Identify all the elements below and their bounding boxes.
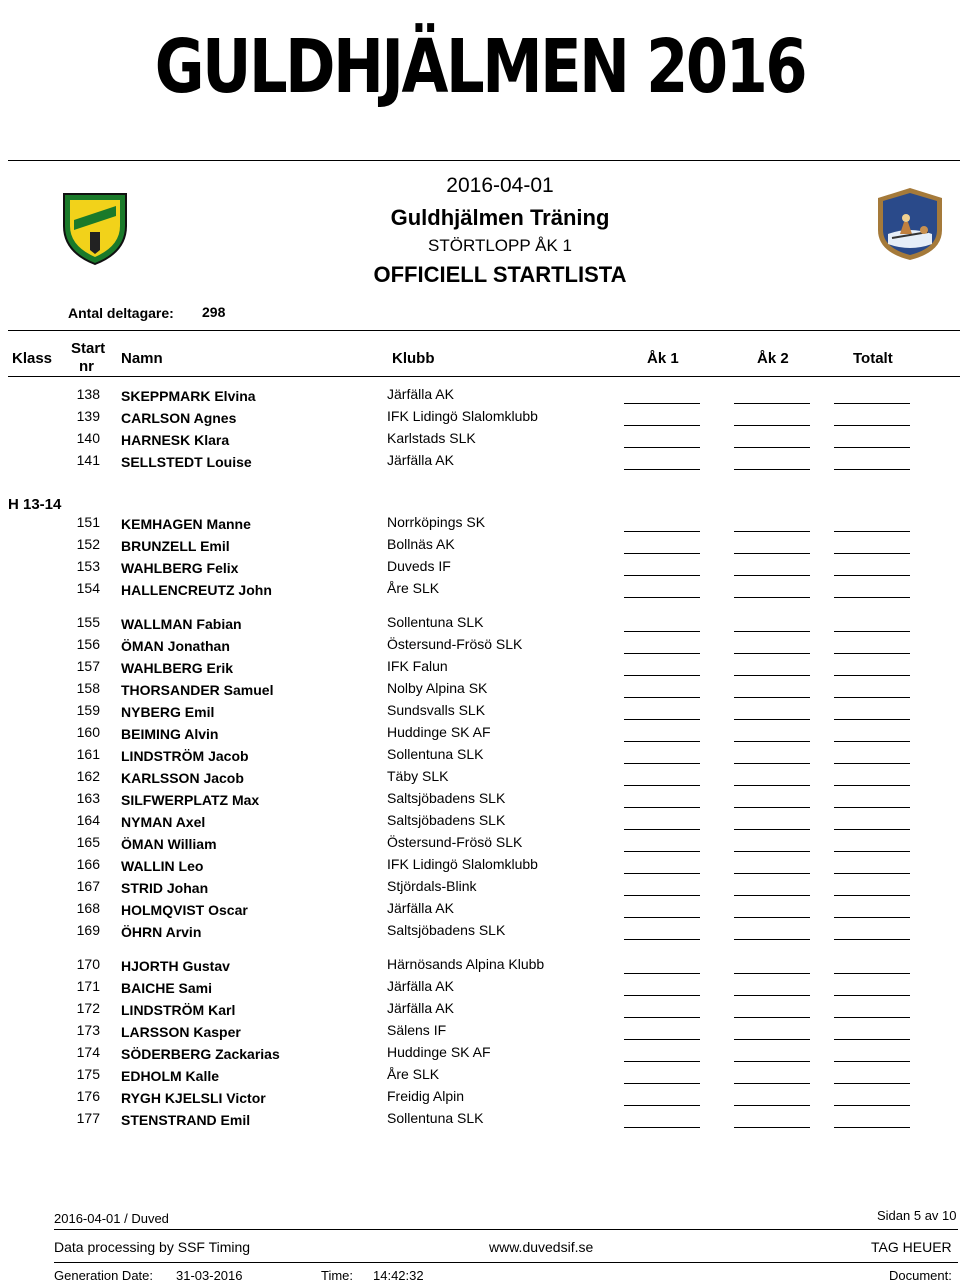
club-name: IFK Falun xyxy=(387,658,448,674)
run1-blank xyxy=(624,1039,700,1040)
table-row xyxy=(0,724,960,744)
run2-blank xyxy=(734,1105,810,1106)
athlete-name: NYMAN Axel xyxy=(121,814,206,830)
club-name: Östersund-Frösö SLK xyxy=(387,636,523,652)
table-row xyxy=(0,408,960,428)
start-number: 153 xyxy=(76,558,100,574)
club-name: Järfälla AK xyxy=(387,900,454,916)
start-number: 172 xyxy=(76,1000,100,1016)
start-number: 158 xyxy=(76,680,100,696)
event-date: 2016-04-01 xyxy=(446,174,554,197)
table-row xyxy=(0,922,960,942)
start-number: 163 xyxy=(76,790,100,806)
table-row xyxy=(0,956,960,976)
run1-blank xyxy=(624,1127,700,1128)
club-name: Järfälla AK xyxy=(387,386,454,402)
club-name: IFK Lidingö Slalomklubb xyxy=(387,408,538,424)
club-name: Saltsjöbadens SLK xyxy=(387,812,506,828)
table-row xyxy=(0,614,960,634)
total-blank xyxy=(834,995,910,996)
athlete-name: CARLSON Agnes xyxy=(121,410,237,426)
start-number: 161 xyxy=(76,746,100,762)
athlete-name: WAHLBERG Erik xyxy=(121,660,234,676)
club-name: Stjördals-Blink xyxy=(387,878,477,894)
run2-blank xyxy=(734,597,810,598)
total-blank xyxy=(834,851,910,852)
run2-blank xyxy=(734,785,810,786)
run2-blank xyxy=(734,653,810,654)
table-row xyxy=(0,702,960,722)
start-number: 156 xyxy=(76,636,100,652)
run1-blank xyxy=(624,829,700,830)
club-name: Järfälla AK xyxy=(387,1000,454,1016)
header-top-divider xyxy=(8,330,960,331)
total-blank xyxy=(834,1017,910,1018)
club-name: Östersund-Frösö SLK xyxy=(387,834,523,850)
total-blank xyxy=(834,403,910,404)
total-blank xyxy=(834,575,910,576)
club-name: Duveds IF xyxy=(387,558,451,574)
run1-blank xyxy=(624,1083,700,1084)
table-row xyxy=(0,386,960,406)
start-number: 166 xyxy=(76,856,100,872)
run1-blank xyxy=(624,873,700,874)
start-number: 165 xyxy=(76,834,100,850)
start-number: 173 xyxy=(76,1022,100,1038)
run1-blank xyxy=(624,631,700,632)
athlete-name: KEMHAGEN Manne xyxy=(121,516,251,532)
athlete-name: HOLMQVIST Oscar xyxy=(121,902,248,918)
run2-blank xyxy=(734,829,810,830)
run1-blank xyxy=(624,763,700,764)
footer-processing: Data processing by SSF Timing xyxy=(54,1239,251,1255)
run2-blank xyxy=(734,425,810,426)
start-number: 164 xyxy=(76,812,100,828)
event-name: Guldhjälmen Träning xyxy=(390,205,610,230)
start-number: 162 xyxy=(76,768,100,784)
footer-page: Sidan 5 av 10 xyxy=(877,1208,957,1223)
table-row xyxy=(0,636,960,656)
start-number: 159 xyxy=(76,702,100,718)
club-name: Nolby Alpina SK xyxy=(387,680,488,696)
athlete-name: STENSTRAND Emil xyxy=(121,1112,251,1128)
athlete-name: STRID Johan xyxy=(121,880,209,896)
table-row xyxy=(0,558,960,578)
run1-blank xyxy=(624,575,700,576)
total-blank xyxy=(834,829,910,830)
total-blank xyxy=(834,425,910,426)
run1-blank xyxy=(624,697,700,698)
table-row xyxy=(0,878,960,898)
start-number: 157 xyxy=(76,658,100,674)
col-namn: Namn xyxy=(121,350,163,367)
run1-blank xyxy=(624,973,700,974)
club-name: Bollnäs AK xyxy=(387,536,455,552)
start-number: 168 xyxy=(76,900,100,916)
start-number: 170 xyxy=(76,956,100,972)
athlete-name: SÖDERBERG Zackarias xyxy=(121,1046,280,1062)
footer-divider-2 xyxy=(54,1262,958,1263)
table-row xyxy=(0,514,960,534)
table-row xyxy=(0,1110,960,1130)
start-number: 151 xyxy=(76,514,100,530)
athlete-name: KARLSSON Jacob xyxy=(121,770,244,786)
run1-blank xyxy=(624,939,700,940)
athlete-name: LINDSTRÖM Karl xyxy=(121,1002,236,1018)
run1-blank xyxy=(624,403,700,404)
run1-blank xyxy=(624,1061,700,1062)
run1-blank xyxy=(624,785,700,786)
start-number: 141 xyxy=(76,452,100,468)
table-row xyxy=(0,900,960,920)
table-row xyxy=(0,580,960,600)
athlete-name: LARSSON Kasper xyxy=(121,1024,241,1040)
run2-blank xyxy=(734,1083,810,1084)
total-blank xyxy=(834,1105,910,1106)
col-ak1: Åk 1 xyxy=(647,350,679,367)
athlete-name: WAHLBERG Felix xyxy=(121,560,239,576)
col-nr: nr xyxy=(79,358,94,375)
start-number: 175 xyxy=(76,1066,100,1082)
athlete-name: BRUNZELL Emil xyxy=(121,538,230,554)
total-blank xyxy=(834,1127,910,1128)
club-name: Norrköpings SK xyxy=(387,514,486,530)
run2-blank xyxy=(734,939,810,940)
club-name: Härnösands Alpina Klubb xyxy=(387,956,545,972)
page-title: GULDHJÄLMEN 2016 xyxy=(154,24,806,110)
club-name: Järfälla AK xyxy=(387,452,454,468)
table-row xyxy=(0,1088,960,1108)
run2-blank xyxy=(734,873,810,874)
table-row xyxy=(0,812,960,832)
athlete-name: BEIMING Alvin xyxy=(121,726,219,742)
athlete-name: SELLSTEDT Louise xyxy=(121,454,252,470)
run2-blank xyxy=(734,895,810,896)
total-blank xyxy=(834,1039,910,1040)
total-blank xyxy=(834,763,910,764)
total-blank xyxy=(834,597,910,598)
run1-blank xyxy=(624,597,700,598)
run1-blank xyxy=(624,653,700,654)
total-blank xyxy=(834,675,910,676)
footer-date-club: 2016-04-01 / Duved xyxy=(54,1211,169,1226)
club-name: Sundsvalls SLK xyxy=(387,702,486,718)
run2-blank xyxy=(734,1039,810,1040)
run2-blank xyxy=(734,763,810,764)
total-blank xyxy=(834,741,910,742)
table-row xyxy=(0,856,960,876)
run2-blank xyxy=(734,719,810,720)
start-number: 155 xyxy=(76,614,100,630)
table-row xyxy=(0,680,960,700)
run1-blank xyxy=(624,917,700,918)
run1-blank xyxy=(624,469,700,470)
run1-blank xyxy=(624,675,700,676)
club-name: Sollentuna SLK xyxy=(387,614,484,630)
total-blank xyxy=(834,917,910,918)
table-row xyxy=(0,1044,960,1064)
total-blank xyxy=(834,697,910,698)
table-row xyxy=(0,1000,960,1020)
run1-blank xyxy=(624,1105,700,1106)
total-blank xyxy=(834,807,910,808)
club-name: IFK Lidingö Slalomklubb xyxy=(387,856,538,872)
athlete-name: THORSANDER Samuel xyxy=(121,682,274,698)
run1-blank xyxy=(624,425,700,426)
athlete-name: LINDSTRÖM Jacob xyxy=(121,748,249,764)
col-start: Start xyxy=(71,340,106,357)
run2-blank xyxy=(734,1061,810,1062)
club-name: Järfälla AK xyxy=(387,978,454,994)
run2-blank xyxy=(734,469,810,470)
total-blank xyxy=(834,895,910,896)
run2-blank xyxy=(734,1127,810,1128)
run1-blank xyxy=(624,807,700,808)
start-number: 176 xyxy=(76,1088,100,1104)
start-number: 139 xyxy=(76,408,100,424)
run1-blank xyxy=(624,1017,700,1018)
total-blank xyxy=(834,447,910,448)
footer-doc-label: Document: xyxy=(889,1268,952,1283)
run2-blank xyxy=(734,403,810,404)
run2-blank xyxy=(734,553,810,554)
club-name: Täby SLK xyxy=(387,768,449,784)
footer-time-value: 14:42:32 xyxy=(373,1268,424,1283)
run2-blank xyxy=(734,1017,810,1018)
total-blank xyxy=(834,653,910,654)
table-row xyxy=(0,1022,960,1042)
start-number: 177 xyxy=(76,1110,100,1126)
run1-blank xyxy=(624,851,700,852)
col-totalt: Totalt xyxy=(853,350,893,367)
club-name: Saltsjöbadens SLK xyxy=(387,790,506,806)
run2-blank xyxy=(734,675,810,676)
run2-blank xyxy=(734,973,810,974)
list-type: OFFICIELL STARTLISTA xyxy=(373,262,627,287)
total-blank xyxy=(834,469,910,470)
participants-count: 298 xyxy=(202,304,226,320)
col-klass: Klass xyxy=(12,350,53,367)
table-row xyxy=(0,834,960,854)
club-name: Huddinge SK AF xyxy=(387,1044,491,1060)
start-number: 167 xyxy=(76,878,100,894)
footer-gen-value: 31-03-2016 xyxy=(176,1268,243,1283)
total-blank xyxy=(834,873,910,874)
athlete-name: EDHOLM Kalle xyxy=(121,1068,220,1084)
footer-website: www.duvedsif.se xyxy=(489,1239,594,1255)
footer-gen-label: Generation Date: xyxy=(54,1268,154,1283)
total-blank xyxy=(834,973,910,974)
run1-blank xyxy=(624,719,700,720)
athlete-name: ÖMAN Jonathan xyxy=(121,638,230,654)
start-number: 154 xyxy=(76,580,100,596)
athlete-name: HALLENCREUTZ John xyxy=(121,582,272,598)
run2-blank xyxy=(734,995,810,996)
run2-blank xyxy=(734,807,810,808)
table-row xyxy=(0,658,960,678)
col-ak2: Åk 2 xyxy=(757,350,789,367)
total-blank xyxy=(834,553,910,554)
header-bottom-divider xyxy=(8,376,960,377)
club-name: Karlstads SLK xyxy=(387,430,476,446)
table-row xyxy=(0,746,960,766)
footer-timing: TAG HEUER xyxy=(871,1239,952,1255)
athlete-name: HARNESK Klara xyxy=(121,432,230,448)
club-name: Freidig Alpin xyxy=(387,1088,465,1104)
athlete-name: HJORTH Gustav xyxy=(121,958,230,974)
club-name: Sollentuna SLK xyxy=(387,1110,484,1126)
start-number: 138 xyxy=(76,386,100,402)
club-name: Saltsjöbadens SLK xyxy=(387,922,506,938)
footer-divider xyxy=(54,1229,958,1230)
run2-blank xyxy=(734,697,810,698)
start-number: 169 xyxy=(76,922,100,938)
total-blank xyxy=(834,785,910,786)
table-row xyxy=(0,430,960,450)
total-blank xyxy=(834,531,910,532)
total-blank xyxy=(834,631,910,632)
athlete-name: RYGH KJELSLI Victor xyxy=(121,1090,266,1106)
run2-blank xyxy=(734,917,810,918)
start-number: 160 xyxy=(76,724,100,740)
athlete-name: WALLIN Leo xyxy=(121,858,204,874)
athlete-name: BAICHE Sami xyxy=(121,980,213,996)
run1-blank xyxy=(624,995,700,996)
total-blank xyxy=(834,1061,910,1062)
run2-blank xyxy=(734,575,810,576)
run2-blank xyxy=(734,531,810,532)
total-blank xyxy=(834,719,910,720)
start-number: 152 xyxy=(76,536,100,552)
table-row xyxy=(0,1066,960,1086)
run2-blank xyxy=(734,741,810,742)
table-row xyxy=(0,790,960,810)
run2-blank xyxy=(734,447,810,448)
table-row xyxy=(0,536,960,556)
athlete-name: ÖMAN William xyxy=(121,836,217,852)
participants-label: Antal deltagare: xyxy=(68,305,174,321)
start-number: 171 xyxy=(76,978,100,994)
club-name: Sälens IF xyxy=(387,1022,447,1038)
club-name: Åre SLK xyxy=(387,1066,440,1082)
athlete-name: SKEPPMARK Elvina xyxy=(121,388,256,404)
footer-time-label: Time: xyxy=(321,1268,354,1283)
run1-blank xyxy=(624,895,700,896)
table-row xyxy=(0,452,960,472)
class-label: H 13-14 xyxy=(8,496,62,513)
table-row xyxy=(0,978,960,998)
athlete-name: NYBERG Emil xyxy=(121,704,215,720)
athlete-name: ÖHRN Arvin xyxy=(121,924,202,940)
run1-blank xyxy=(624,447,700,448)
run1-blank xyxy=(624,741,700,742)
club-name: Huddinge SK AF xyxy=(387,724,491,740)
total-blank xyxy=(834,939,910,940)
club-name: Sollentuna SLK xyxy=(387,746,484,762)
run2-blank xyxy=(734,851,810,852)
club-name: Åre SLK xyxy=(387,580,440,596)
race-name: STÖRTLOPP ÅK 1 xyxy=(428,236,572,255)
table-row xyxy=(0,768,960,788)
title-divider xyxy=(8,160,960,161)
run1-blank xyxy=(624,531,700,532)
run1-blank xyxy=(624,553,700,554)
athlete-name: WALLMAN Fabian xyxy=(121,616,242,632)
total-blank xyxy=(834,1083,910,1084)
start-number: 140 xyxy=(76,430,100,446)
run2-blank xyxy=(734,631,810,632)
col-klubb: Klubb xyxy=(392,350,435,367)
start-number: 174 xyxy=(76,1044,100,1060)
athlete-name: SILFWERPLATZ Max xyxy=(121,792,260,808)
